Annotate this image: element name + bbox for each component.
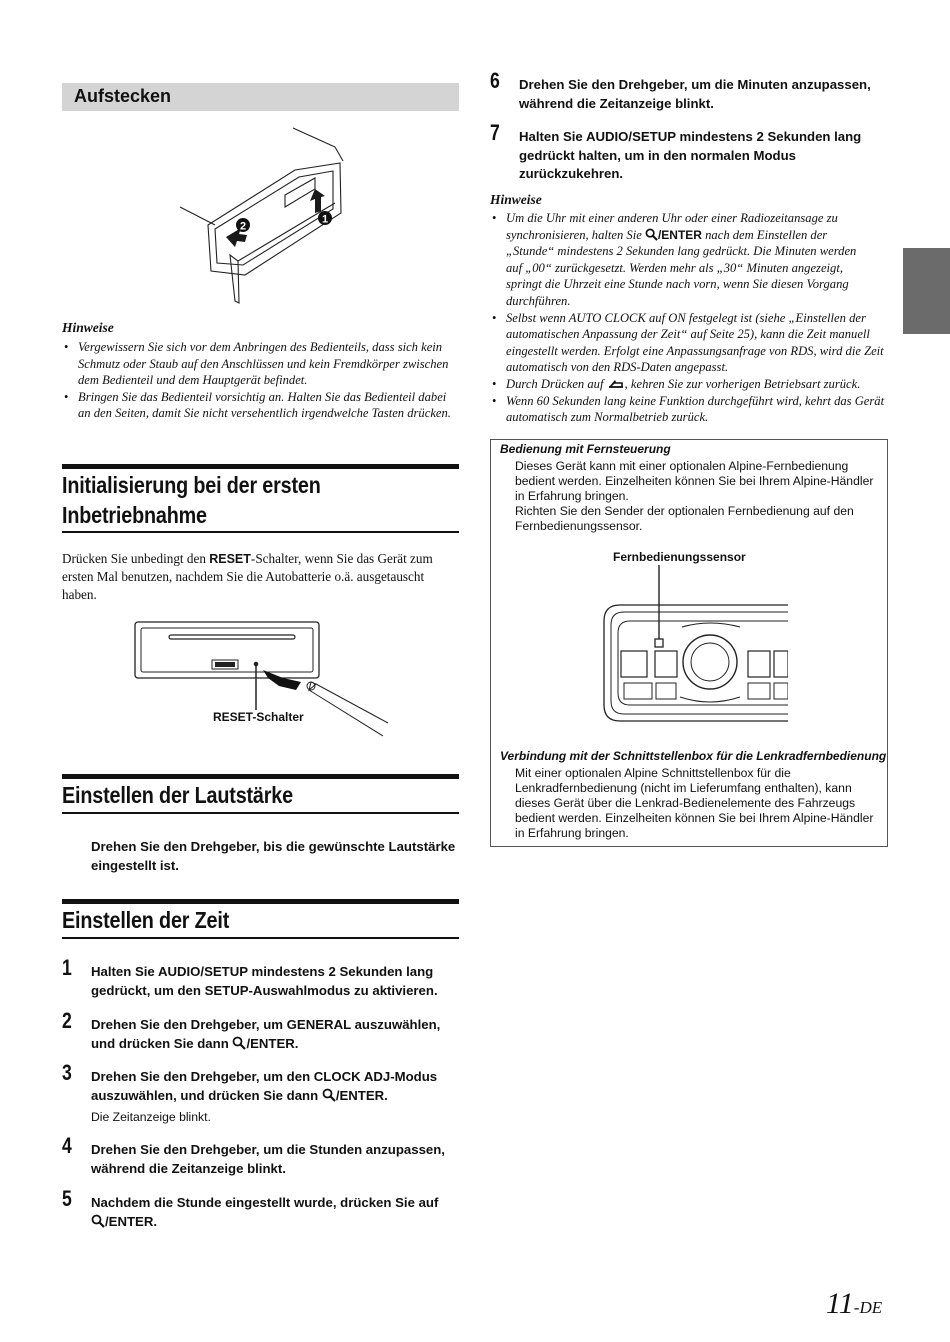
step-number: 7 [490, 120, 500, 145]
marker-1 [318, 211, 332, 226]
volume-instruction: Drehen Sie den Drehgeber, bis die gewünschte Lautstärke eingestellt ist. [91, 839, 456, 873]
page-number: 11-DE [826, 1287, 883, 1320]
chapter-tab [903, 248, 950, 334]
step-number: 6 [490, 68, 500, 93]
search-icon [645, 228, 658, 241]
section-title: Aufstecken [74, 86, 172, 106]
step-4-text: Drehen Sie den Drehgeber, um die Stunden anzupassen, während die Zeitanzeige blinkt. [91, 1142, 445, 1176]
search-icon [232, 1036, 246, 1050]
heading-time: Einstellen der Zeit [62, 907, 230, 933]
step-1-text: Halten Sie AUDIO/SETUP mindestens 2 Sekunden lang gedrückt, um den SETUP-Auswahlmodus zu aktivieren. [91, 964, 438, 998]
heading-rule-bottom [62, 937, 459, 939]
note-item: • Durch Drücken auf , kehren Sie zur vorherigen Betriebsart zurück. [490, 376, 890, 393]
step-number: 1 [62, 955, 72, 980]
heading-rule-top [62, 774, 459, 779]
step-5-text: Nachdem die Stunde eingestellt wurde, drücken Sie auf /ENTER. [91, 1195, 439, 1229]
heading-init-line1: Initialisierung bei der ersten [62, 472, 321, 498]
note-item: • Wenn 60 Sekunden lang keine Funktion durchgeführt wird, kehrt das Gerät automatisch zum Normalbetrieb zurück. [490, 393, 890, 426]
heading-volume: Einstellen der Lautstärke [62, 782, 293, 808]
note-item: • Bringen Sie das Bedienteil vorsichtig an. Halten Sie das Bedienteil dabei an den Seiten, damit Sie nicht versehentlich irgendwelche Tasten drücken. [62, 389, 462, 422]
step-2-text: Drehen Sie den Drehgeber, um GENERAL auszuwählen, und drücken Sie dann /ENTER. [91, 1017, 441, 1051]
step-number: 4 [62, 1133, 72, 1158]
reset-switch-illustration [133, 620, 393, 750]
svg-text:1: 1 [321, 213, 329, 226]
box-text-steering: Mit einer optionalen Alpine Schnittstellenbox für die Lenkradfernbedienung (nicht im Lieferumfang enthalten), kann dieses Gerät über die Lenkrad-Bedienelemente des Fahrzeugs bedient werden. Einzelheiten können Sie bei Ihrem Alpine-Händler in Erfahrung bringen. [515, 766, 874, 840]
heading-rule-top [62, 464, 459, 469]
note-item: • Selbst wenn AUTO CLOCK auf ON festgelegt ist (siehe „Einstellen der automatischen Anpassung der Zeit“ auf Seite 25), kann die Zeit manuell eingestellt werden. Erfolgt eine Anpassungsanfrage von RDS, wird die Zeit automatisch von den RDS-Daten angepasst. [490, 310, 890, 376]
reset-switch-label: RESET-Schalter [213, 710, 304, 724]
step-7-text: Halten Sie AUDIO/SETUP mindestens 2 Sekunden lang gedrückt halten, um in den normalen Modus zurückzukehren. [519, 129, 862, 181]
heading-init-line2: Inbetriebnahme [62, 502, 207, 528]
section-header-aufstecken [62, 83, 459, 111]
box-title-steering: Verbindung mit der Schnittstellenbox für die Lenkradfernbedienung [500, 749, 887, 763]
remote-sensor-label: Fernbedienungssensor [613, 550, 746, 564]
step-3-text: Drehen Sie den Drehgeber, um den CLOCK ADJ-Modus auszuwählen, und drücken Sie dann /ENTER. [91, 1069, 438, 1103]
step-number: 3 [62, 1060, 72, 1085]
step-number: 5 [62, 1186, 72, 1211]
step-number: 2 [62, 1008, 72, 1033]
note-item: • Um die Uhr mit einer anderen Uhr oder einer Radiozeitansage zu synchronisieren, halten Sie /ENTER nach dem Einstellen der „Stunde“ mindestens 2 Sekunden lang gedrückt. Die Minuten werden auf „00“ zurückgesetzt. Werden mehr als „30“ Minuten angezeigt, springt die Uhrzeit eine Stunde nach vorn, wenn Sie diesen Vorgang durchführen. [490, 210, 890, 310]
hinweise-heading: Hinweise [62, 320, 114, 335]
init-paragraph: Drücken Sie unbedingt den RESET-Schalter, wenn Sie das Gerät zum ersten Mal benutzen, nachdem Sie die Autobatterie o.ä. ausgetauscht haben. [62, 551, 433, 602]
heading-rule-top [62, 899, 459, 904]
search-icon [322, 1088, 336, 1102]
step-3-note: Die Zeitanzeige blinkt. [91, 1110, 211, 1124]
back-arrow-icon [607, 378, 625, 390]
box-title-remote: Bedienung mit Fernsteuerung [500, 442, 671, 456]
search-icon [91, 1214, 105, 1228]
svg-text:2: 2 [239, 220, 247, 233]
note-item: • Vergewissern Sie sich vor dem Anbringen des Bedienteils, dass sich kein Schmutz oder Staub auf den Anschlüssen und kein Fremdkörper zwischen dem Bedienteil und dem Hauptgerät befindet. [62, 339, 462, 389]
heading-rule-bottom [62, 812, 459, 814]
box-text-remote: Dieses Gerät kann mit einer optionalen Alpine-Fernbedienung bedient werden. Einzelheiten können Sie bei Ihrem Alpine-Händler in Erfahrung bringen. Richten Sie den Sender der optionalen Fernbedienung auf den Fernbedienungssensor. [515, 459, 874, 533]
hinweise-list [490, 210, 890, 426]
hinweise-heading: Hinweise [490, 192, 542, 207]
attach-front-panel-illustration [175, 125, 355, 305]
heading-rule-bottom [62, 531, 459, 533]
remote-sensor-illustration [600, 565, 790, 725]
hinweise-list [62, 339, 462, 422]
step-6-text: Drehen Sie den Drehgeber, um die Minuten anzupassen, während die Zeitanzeige blinkt. [519, 77, 871, 111]
